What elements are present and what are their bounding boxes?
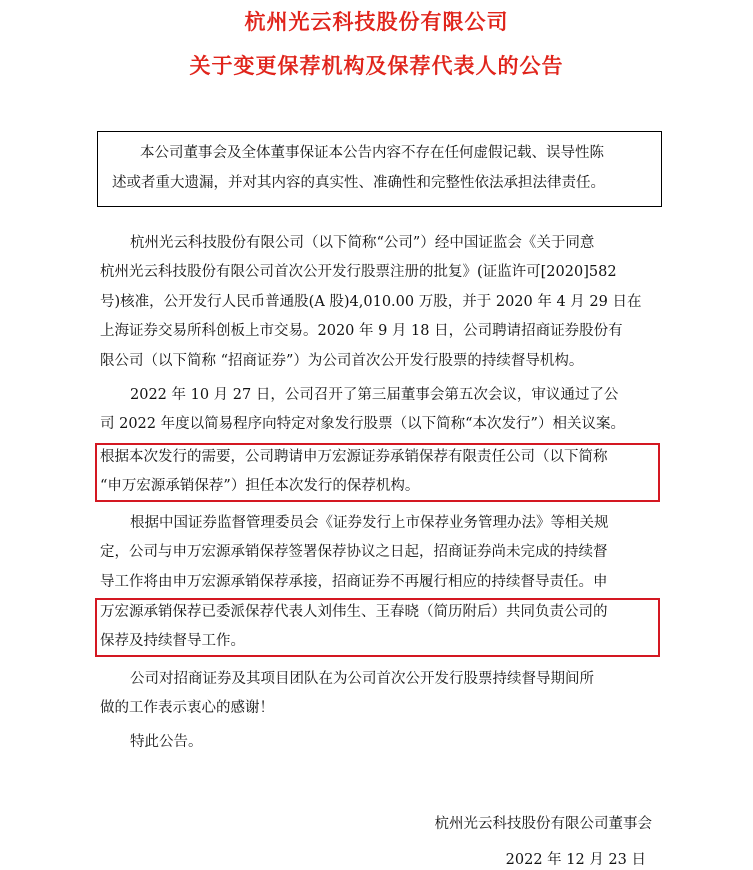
p3-line-5: 保荐及持续督导工作。	[100, 633, 245, 649]
p3-line-1: 根据中国证券监督管理委员会《证券发行上市保荐业务管理办法》等相关规	[130, 515, 609, 531]
p4-line-2: 做的工作表示衷心的感谢！	[100, 700, 274, 716]
disclaimer-line-2: 述或者重大遗漏，并对其内容的真实性、准确性和完整性依法承担法律责任。	[112, 175, 605, 191]
disclaimer-box	[97, 131, 662, 207]
p1-line-3: 号)核准，公开发行人民币普通股(A 股)4,010.00 万股，并于 2020 年 4 月 29 日在	[100, 294, 642, 310]
p2-line-2: 司 2022 年度以简易程序向特定对象发行股票（以下简称“本次发行”）相关议案。	[100, 416, 625, 432]
p3-line-4: 万宏源承销保荐已委派保荐代表人刘伟生、王春晓（简历附后）共同负责公司的	[100, 604, 608, 620]
p3-line-2: 定，公司与申万宏源承销保荐签署保荐协议之日起，招商证券尚未完成的持续督	[100, 544, 608, 560]
p4-line-1: 公司对招商证券及其项目团队在为公司首次公开发行股票持续督导期间所	[130, 671, 594, 687]
p2-line-3: 根据本次发行的需要，公司聘请申万宏源证券承销保荐有限责任公司（以下简称	[100, 449, 608, 465]
company-title: 杭州光云科技股份有限公司	[244, 10, 509, 34]
p2-line-4: “申万宏源承销保荐”）担任本次发行的保荐机构。	[100, 478, 420, 494]
p2-line-1: 2022 年 10 月 27 日，公司召开了第三届董事会第五次会议，审议通过了公	[130, 387, 619, 403]
p1-line-1: 杭州光云科技股份有限公司（以下简称“公司”）经中国证监会《关于同意	[130, 235, 595, 251]
p1-line-2: 杭州光云科技股份有限公司首次公开发行股票注册的批复》(证监许可[2020]582	[100, 264, 617, 280]
signature-board: 杭州光云科技股份有限公司董事会	[434, 816, 652, 832]
announcement-title: 关于变更保荐机构及保荐代表人的公告	[189, 54, 564, 78]
closing-statement: 特此公告。	[130, 734, 203, 750]
p3-line-3: 导工作将由申万宏源承销保荐承接，招商证券不再履行相应的持续督导责任。申	[100, 574, 608, 590]
p1-line-5: 限公司（以下简称 “招商证券”）为公司首次公开发行股票的持续督导机构。	[100, 353, 584, 369]
disclaimer-line-1: 本公司董事会及全体董事保证本公告内容不存在任何虚假记载、误导性陈	[140, 145, 604, 161]
p1-line-4: 上海证券交易所科创板上市交易。2020 年 9 月 18 日，公司聘请招商证券股份有	[100, 323, 623, 339]
signature-date: 2022 年 12 月 23 日	[505, 852, 646, 868]
